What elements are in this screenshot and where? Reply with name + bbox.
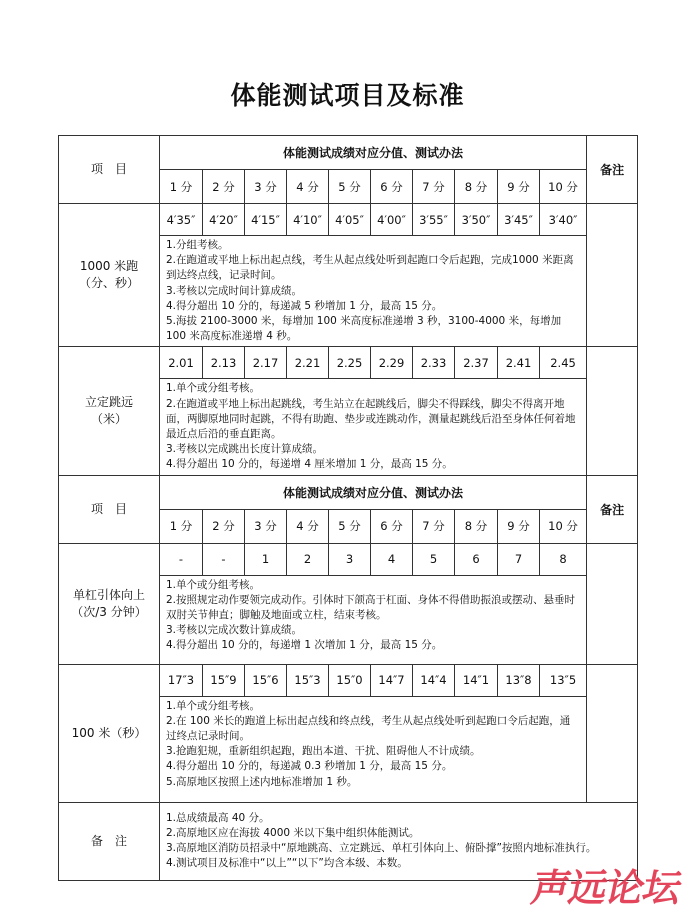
item-value: 15″0 bbox=[329, 664, 371, 696]
item-value: 15″9 bbox=[203, 664, 245, 696]
mid-remarks-header: 备注 bbox=[587, 475, 638, 543]
item-value: 2.29 bbox=[371, 347, 413, 379]
note-line: 4.测试项目及标准中“以上”“以下”均含本级、本数。 bbox=[166, 857, 408, 870]
item-value: 15″3 bbox=[287, 664, 329, 696]
item-value: - bbox=[203, 543, 245, 575]
item-methods bbox=[160, 236, 587, 347]
method-line: 5.高原地区按照上述内地标准增加 1 秒。 bbox=[166, 775, 358, 788]
item-value: 14″7 bbox=[371, 664, 413, 696]
item-value: 4′35″ bbox=[160, 204, 203, 236]
score-header-2: 2 分 bbox=[203, 509, 245, 543]
item-value: 7 bbox=[498, 543, 540, 575]
item-value: 3 bbox=[329, 543, 371, 575]
item-remarks-cell bbox=[587, 347, 638, 475]
score-header-6: 6 分 bbox=[371, 509, 413, 543]
item-value: 1 bbox=[245, 543, 287, 575]
item-name: 单杠引体向上 （次/3 分钟） bbox=[59, 543, 160, 664]
item-value: 8 bbox=[540, 543, 587, 575]
item-value: 13″5 bbox=[540, 664, 587, 696]
item-methods bbox=[160, 379, 587, 475]
forum-watermark: 声远论坛 bbox=[527, 866, 685, 910]
item-value: 3′50″ bbox=[455, 204, 498, 236]
method-line: 4.得分超出 10 分的，每递减 5 秒增加 1 分，最高 15 分。 bbox=[166, 299, 443, 312]
item-value: 2.37 bbox=[455, 347, 498, 379]
score-header-7: 7 分 bbox=[413, 509, 455, 543]
item-value: 2.45 bbox=[540, 347, 587, 379]
method-line: 5.海拔 2100-3000 米，每增加 100 米高度标准递增 3 秒，3100-4000 米，每增加 100 米高度标准递增 4 秒。 bbox=[166, 315, 562, 343]
item-remarks-cell bbox=[587, 664, 638, 802]
method-line: 4.得分超出 10 分的，每递增 4 厘米增加 1 分，最高 15 分。 bbox=[166, 458, 453, 471]
method-line: 3.抢跑犯规，重新组织起跑，跑出本道、干扰、阻碍他人不计成绩。 bbox=[166, 745, 481, 758]
item-value: 3′55″ bbox=[413, 204, 455, 236]
standards-table bbox=[58, 135, 638, 881]
method-line: 4.得分超出 10 分的，每递增 1 次增加 1 分，最高 15 分。 bbox=[166, 639, 443, 652]
method-line: 3.考核以完成时间计算成绩。 bbox=[166, 284, 303, 297]
method-line: 1.单个或分组考核。 bbox=[166, 382, 261, 395]
item-value: 6 bbox=[455, 543, 498, 575]
item-value: 2.25 bbox=[329, 347, 371, 379]
mid-methods-header: 体能测试成绩对应分值、测试办法 bbox=[160, 475, 587, 509]
method-line: 1.单个或分组考核。 bbox=[166, 699, 261, 712]
item-name: 立定跳远 （米） bbox=[59, 347, 160, 475]
item-value: 2 bbox=[287, 543, 329, 575]
score-header-3: 3 分 bbox=[245, 170, 287, 204]
item-value: 13″8 bbox=[498, 664, 540, 696]
item-value: 4′15″ bbox=[245, 204, 287, 236]
item-name: 1000 米跑 （分、秒） bbox=[59, 204, 160, 347]
note-line: 2.高原地区应在海拔 4000 米以下集中组织体能测试。 bbox=[166, 826, 420, 839]
item-value: 2.41 bbox=[498, 347, 540, 379]
item-remarks-cell bbox=[587, 543, 638, 664]
item-value: 2.13 bbox=[203, 347, 245, 379]
item-value: 2.17 bbox=[245, 347, 287, 379]
item-value: - bbox=[160, 543, 203, 575]
top-methods-header: 体能测试成绩对应分值、测试办法 bbox=[160, 136, 587, 170]
score-header-1: 1 分 bbox=[160, 170, 203, 204]
item-value: 5 bbox=[413, 543, 455, 575]
score-header-4: 4 分 bbox=[287, 509, 329, 543]
method-line: 1.单个或分组考核。 bbox=[166, 578, 261, 591]
score-header-3: 3 分 bbox=[245, 509, 287, 543]
item-value: 4′00″ bbox=[371, 204, 413, 236]
method-line: 4.得分超出 10 分的，每递减 0.3 秒增加 1 分，最高 15 分。 bbox=[166, 760, 453, 773]
method-line: 2.在 100 米长的跑道上标出起点线和终点线，考生从起点线处听到起跑口令后起跑，通过终点记录时间。 bbox=[166, 714, 571, 743]
page-title: 体能测试项目及标准 bbox=[230, 81, 465, 110]
score-header-9: 9 分 bbox=[498, 170, 540, 204]
score-header-5: 5 分 bbox=[329, 170, 371, 204]
top-item-header: 项 目 bbox=[59, 136, 160, 204]
score-header-7: 7 分 bbox=[413, 170, 455, 204]
score-header-10: 10 分 bbox=[540, 509, 587, 543]
score-header-6: 6 分 bbox=[371, 170, 413, 204]
item-value: 4 bbox=[371, 543, 413, 575]
item-methods bbox=[160, 696, 587, 802]
item-value: 4′20″ bbox=[203, 204, 245, 236]
item-value: 17″3 bbox=[160, 664, 203, 696]
score-header-8: 8 分 bbox=[455, 170, 498, 204]
item-value: 2.33 bbox=[413, 347, 455, 379]
score-header-10: 10 分 bbox=[540, 170, 587, 204]
item-value: 3′45″ bbox=[498, 204, 540, 236]
method-line: 3.考核以完成跳出长度计算成绩。 bbox=[166, 443, 324, 456]
top-remarks-header: 备注 bbox=[587, 136, 638, 204]
method-line: 2.在跑道或平地上标出起跳线，考生站立在起跳线后，脚尖不得踩线，脚尖不得离开地面，两脚原地同时起跳，不得有助跑、垫步或连跳动作，测量起跳线后沿至身体任何着地最近点后沿的垂直距离。 bbox=[166, 397, 576, 441]
method-line: 2.按照规定动作要领完成动作。引体时下颌高于杠面、身体不得借助振浪或摆动、悬垂时双肘关节伸直；脚触及地面或立柱，结束考核。 bbox=[166, 593, 576, 622]
score-header-8: 8 分 bbox=[455, 509, 498, 543]
item-value: 4′05″ bbox=[329, 204, 371, 236]
method-line: 2.在跑道或平地上标出起点线，考生从起点线处听到起跑口令后起跑，完成1000 米距离到达终点线，记录时间。 bbox=[166, 254, 574, 282]
score-header-1: 1 分 bbox=[160, 509, 203, 543]
item-remarks-cell bbox=[587, 204, 638, 347]
method-line: 3.考核以完成次数计算成绩。 bbox=[166, 624, 303, 637]
score-header-9: 9 分 bbox=[498, 509, 540, 543]
note-line: 3.高原地区消防员招录中“原地跳高、立定跳远、单杠引体向上、俯卧撑”按照内地标准执行。 bbox=[166, 842, 597, 855]
item-value: 15″6 bbox=[245, 664, 287, 696]
mid-item-header: 项 目 bbox=[59, 475, 160, 543]
item-value: 4′10″ bbox=[287, 204, 329, 236]
item-value: 14″4 bbox=[413, 664, 455, 696]
notes-label: 备 注 bbox=[59, 802, 160, 880]
score-header-5: 5 分 bbox=[329, 509, 371, 543]
note-line: 1.总成绩最高 40 分。 bbox=[166, 811, 270, 824]
score-header-2: 2 分 bbox=[203, 170, 245, 204]
method-line: 1.分组考核。 bbox=[166, 239, 229, 251]
item-methods bbox=[160, 575, 587, 664]
item-value: 14″1 bbox=[455, 664, 498, 696]
item-value: 2.21 bbox=[287, 347, 329, 379]
score-header-4: 4 分 bbox=[287, 170, 329, 204]
item-value: 2.01 bbox=[160, 347, 203, 379]
item-name: 100 米（秒） bbox=[59, 664, 160, 802]
item-value: 3′40″ bbox=[540, 204, 587, 236]
